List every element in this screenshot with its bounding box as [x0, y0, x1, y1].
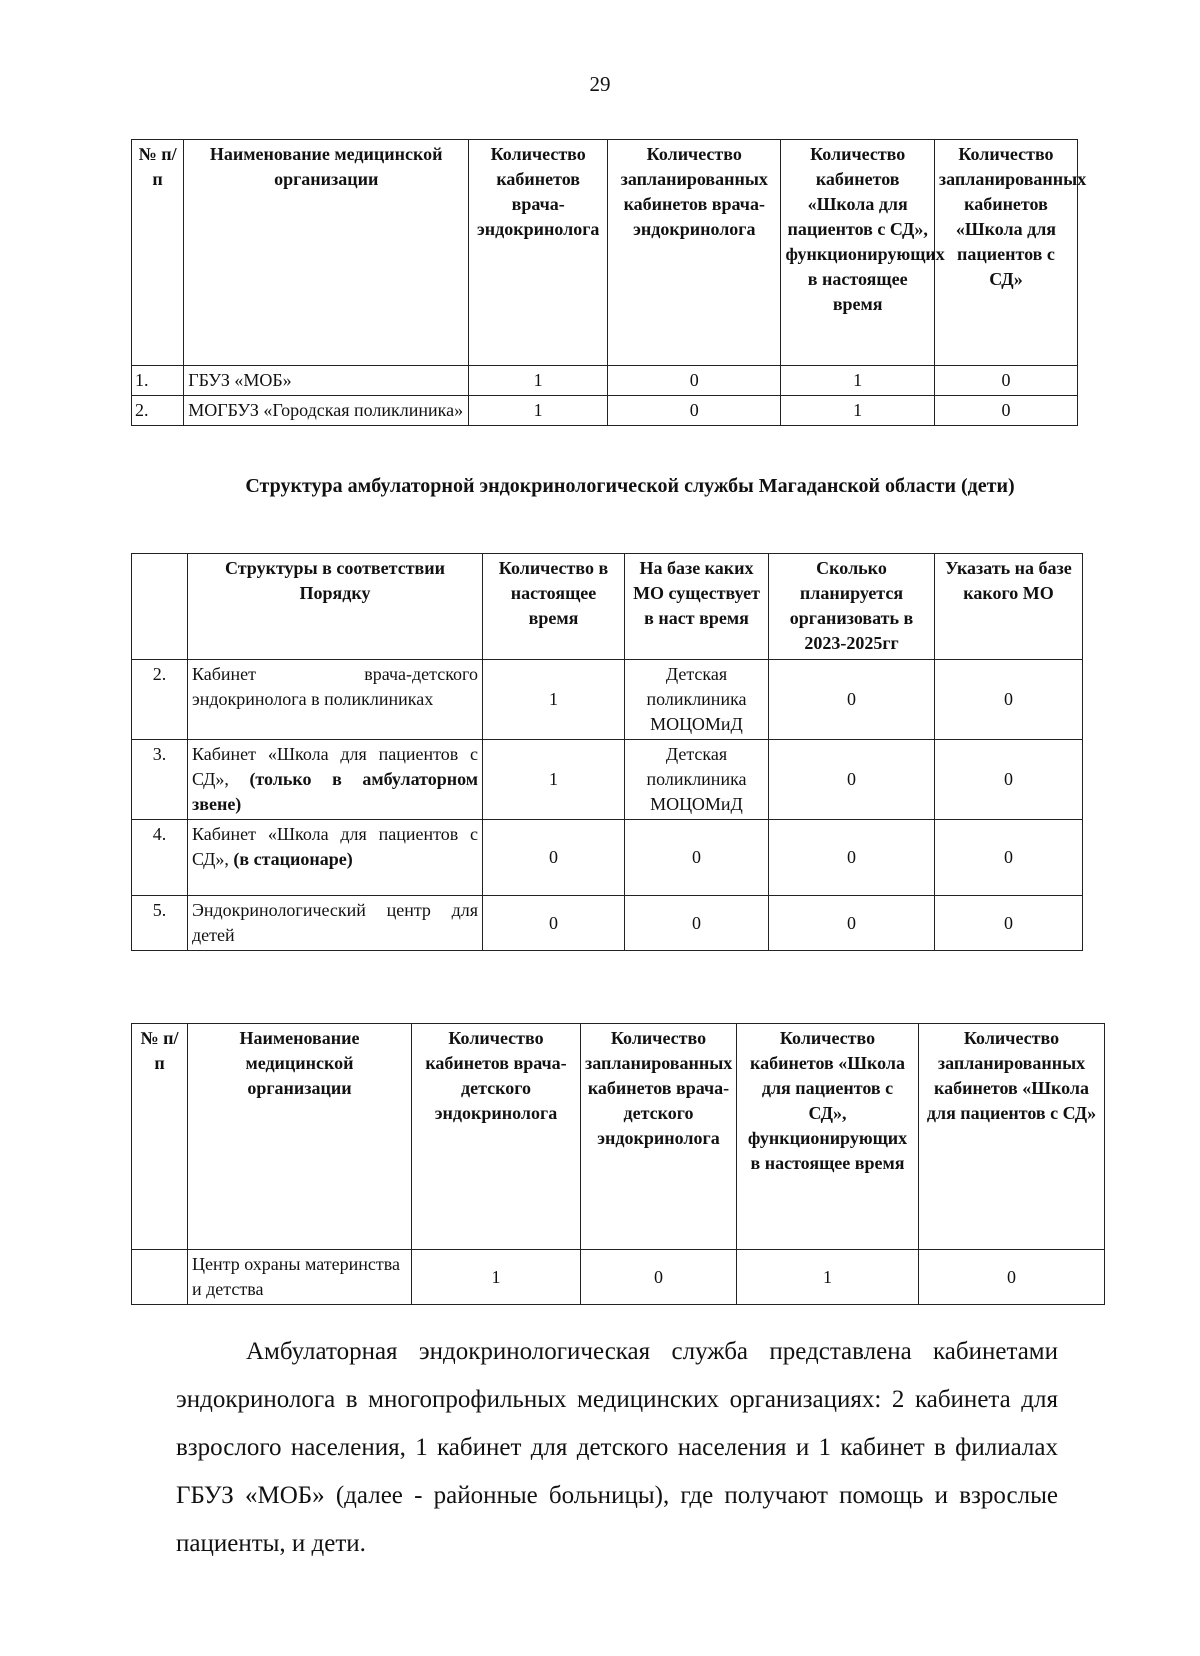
structure-name-text: Кабинет «Школа для пациентов с СД»,: [192, 744, 478, 789]
header-cell: Количество запланированных кабинетов врача-детского эндокринолога: [581, 1024, 737, 1250]
row-number: [132, 1250, 188, 1305]
header-cell: Количество кабинетов врача-эндокринолога: [469, 140, 608, 366]
header-cell: [132, 554, 188, 660]
cell-value: 0: [769, 740, 935, 820]
cell-value: 1: [781, 366, 934, 396]
table-row: [132, 820, 1083, 896]
cell-value: 0: [935, 896, 1083, 951]
structure-name-text: Кабинет врача-детского эндокринолога в поликлиниках: [192, 664, 478, 709]
pediatric-cabinets-table: [131, 1023, 1105, 1305]
header-cell: На базе каких МО существует в наст время: [625, 554, 769, 660]
cell-value: 0: [935, 660, 1083, 740]
table-row: [132, 1250, 1105, 1305]
header-cell: Количество кабинетов врача-детского эндокринолога: [412, 1024, 581, 1250]
cell-value: 0: [769, 660, 935, 740]
table-header-row: [132, 1024, 1105, 1250]
row-number: 4.: [132, 820, 188, 896]
table-row: [132, 740, 1083, 820]
pediatric-structure-table: [131, 553, 1083, 951]
cell-value: 1: [781, 396, 934, 426]
table-row: [132, 660, 1083, 740]
cell-value: 0: [483, 820, 625, 896]
cell-value: 0: [934, 366, 1077, 396]
page-number: 29: [589, 72, 611, 96]
cell-value: 1: [412, 1250, 581, 1305]
header-cell: № п/п: [132, 1024, 188, 1250]
structure-name-text: Эндокринологический центр для детей: [192, 900, 478, 945]
organization-name: МОГБУЗ «Городская поликлиника»: [184, 396, 469, 426]
organization-name: ГБУЗ «МОБ»: [184, 366, 469, 396]
structure-name-bold: (в стационаре): [233, 849, 353, 869]
row-number: 1.: [132, 366, 184, 396]
structure-name: [188, 660, 483, 740]
body-paragraph: [176, 1328, 1058, 1568]
cell-value: 0: [608, 366, 781, 396]
base-organization: Детская поликлиника МОЦОМиД: [625, 740, 769, 820]
base-organization: 0: [625, 820, 769, 896]
header-cell: № п/п: [132, 140, 184, 366]
table-row: [132, 366, 1078, 396]
table-row: [132, 396, 1078, 426]
organization-name: Центр охраны материнства и детства: [188, 1250, 412, 1305]
table-row: [132, 896, 1083, 951]
table-header-row: [132, 140, 1078, 366]
cell-value: 0: [608, 396, 781, 426]
structure-name-bold: (только в амбулаторном звене): [192, 769, 479, 814]
cell-value: 0: [769, 896, 935, 951]
cell-value: 1: [483, 740, 625, 820]
header-cell: Количество в настоящее время: [483, 554, 625, 660]
header-cell: Указать на базе какого МО: [935, 554, 1083, 660]
cell-value: 1: [737, 1250, 919, 1305]
cell-value: 0: [581, 1250, 737, 1305]
section-heading: Структура амбулаторной эндокринологической службы Магаданской области (дети): [245, 475, 1015, 497]
cell-value: 0: [919, 1250, 1105, 1305]
header-cell: Количество запланированных кабинетов врача-эндокринолога: [608, 140, 781, 366]
structure-name-text: Кабинет «Школа для пациентов с СД»,: [192, 824, 478, 869]
row-number: 2.: [132, 660, 188, 740]
row-number: 3.: [132, 740, 188, 820]
header-cell: Количество запланированных кабинетов «Школа для пациентов с СД»: [934, 140, 1077, 366]
cell-value: 1: [469, 396, 608, 426]
structure-name: [188, 820, 483, 896]
structure-name: [188, 896, 483, 951]
cell-value: 1: [483, 660, 625, 740]
cell-value: 0: [935, 820, 1083, 896]
base-organization: 0: [625, 896, 769, 951]
paragraph-text: Амбулаторная эндокринологическая служба представлена кабинетами эндокринолога в многопрофильных медицинских организациях: 2 кабинета для взрослого населения, 1 кабинет для детского населения и 1 кабинет в филиалах ГБУЗ «МОБ» (далее - районные больницы), где получают помощь и взрослые пациенты, и дети.: [176, 1338, 1058, 1557]
row-number: 5.: [132, 896, 188, 951]
base-organization: Детская поликлиника МОЦОМиД: [625, 660, 769, 740]
table-header-row: [132, 554, 1083, 660]
cell-value: 1: [469, 366, 608, 396]
header-cell: Количество кабинетов «Школа для пациентов с СД», функционирующих в настоящее время: [781, 140, 934, 366]
structure-name: [188, 740, 483, 820]
header-cell: Наименование медицинской организации: [184, 140, 469, 366]
header-cell: Структуры в соответствии Порядку: [188, 554, 483, 660]
header-cell: Количество кабинетов «Школа для пациентов с СД», функционирующих в настоящее время: [737, 1024, 919, 1250]
cell-value: 0: [483, 896, 625, 951]
adult-cabinets-table: [131, 139, 1087, 426]
row-number: 2.: [132, 396, 184, 426]
cell-value: 0: [935, 740, 1083, 820]
cell-value: 0: [934, 396, 1077, 426]
header-cell: Наименование медицинской организации: [188, 1024, 412, 1250]
cell-value: 0: [769, 820, 935, 896]
header-cell: Количество запланированных кабинетов «Школа для пациентов с СД»: [919, 1024, 1105, 1250]
header-cell: Сколько планируется организовать в 2023-2025гг: [769, 554, 935, 660]
